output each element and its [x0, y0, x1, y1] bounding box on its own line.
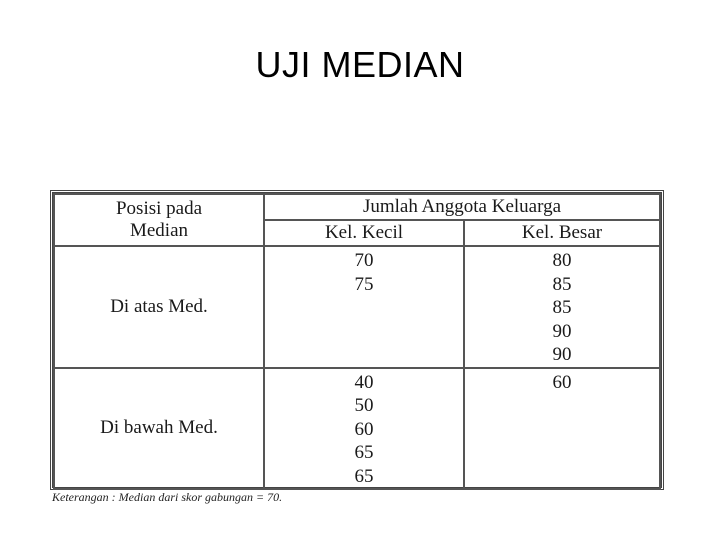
value-above-large-4: 90 [552, 320, 572, 342]
median-table [53, 193, 661, 490]
value-above-small-1: 70 [354, 250, 374, 271]
table-row-below-median [54, 368, 660, 490]
cell-below-large [464, 368, 660, 490]
value-below-small-5: 65 [354, 465, 374, 487]
table-row-above-median [54, 246, 660, 368]
header-row-top [54, 194, 660, 220]
value-below-small-2: 50 [354, 395, 374, 416]
slide-title: UJI MEDIAN [255, 44, 465, 85]
value-below-small-3: 60 [354, 418, 374, 440]
header-position-line2: Median [54, 220, 264, 246]
header-small-family: Kel. Kecil [264, 220, 464, 246]
cell-above-large [464, 246, 660, 368]
header-group-family-size: Jumlah Anggota Keluarga [264, 194, 660, 220]
cell-above-small [264, 246, 464, 368]
value-above-small-2: 75 [354, 273, 374, 295]
header-position-line1: Posisi pada [54, 194, 264, 220]
row-label-below: Di bawah Med. [54, 368, 264, 490]
header-row-bottom [54, 220, 660, 246]
value-above-large-5: 90 [552, 344, 572, 365]
table-note: Keterangan : Median dari skor gabungan = 70. [52, 490, 283, 504]
value-below-large-1: 60 [552, 371, 572, 393]
row-label-above: Di atas Med. [54, 246, 264, 368]
value-below-small-1: 40 [354, 371, 374, 393]
header-large-family: Kel. Besar [464, 220, 660, 246]
value-above-large-2: 85 [552, 273, 572, 295]
cell-below-small [264, 368, 464, 490]
value-above-large-1: 80 [552, 250, 572, 271]
value-below-small-4: 65 [354, 442, 374, 463]
value-above-large-3: 85 [552, 297, 572, 318]
median-table-frame [50, 190, 664, 490]
